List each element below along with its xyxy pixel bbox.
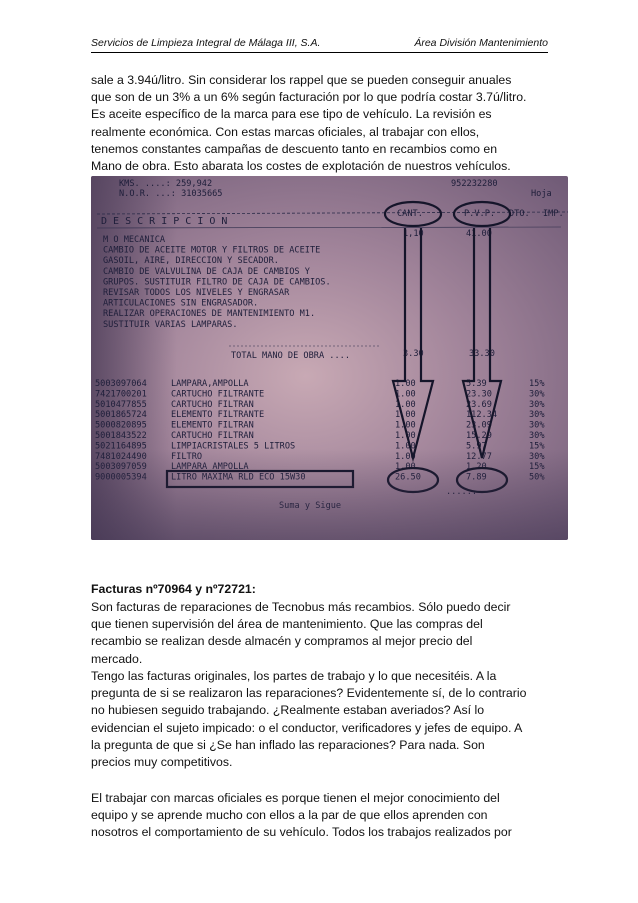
header-company: Servicios de Limpieza Integral de Málaga III, S.A. bbox=[91, 37, 321, 49]
text-line: Son facturas de reparaciones de Tecnobus más recambios. Sólo puedo decir bbox=[91, 600, 511, 614]
text-line: Tengo las facturas originales, los partes de trabajo y lo que necesitéis. A la bbox=[91, 669, 497, 683]
text-line: El trabajar con marcas oficiales es porque tienen el mejor conocimiento del bbox=[91, 791, 500, 805]
paragraph-1 bbox=[91, 599, 548, 668]
text-line: sale a 3.94ú/litro. Sin considerar los rappel que se pueden conseguir anuales bbox=[91, 73, 512, 87]
text-line: que son de un 3% a un 6% según facturación por lo que podría costar 3.7ú/litro. bbox=[91, 90, 527, 105]
text-line: Es aceite específico de la marca para ese tipo de vehículo. La revisión es bbox=[91, 107, 492, 122]
text-line: no hubiesen seguido trabajando. ¿Realmente estaban averiados? Así lo bbox=[91, 703, 485, 718]
text-line: equipo y se aprende mucho con ellos a la par de que ellos aprenden con bbox=[91, 808, 488, 823]
paragraph-3 bbox=[91, 790, 548, 842]
text-line: la pregunta de que si ¿Se han inflado las reparaciones? Para nada. Son bbox=[91, 737, 485, 752]
header-rule bbox=[91, 52, 548, 53]
invoice-photo bbox=[91, 176, 568, 540]
header-department: Área División Mantenimiento bbox=[414, 37, 548, 49]
invoice-photo-svg bbox=[91, 176, 568, 540]
text-line: realmente económica. Con estas marcas oficiales, al trabajar con ellos, bbox=[91, 124, 480, 139]
text-line: nosotros el comportamiento de su vehículo. Todos los trabajos realizados por bbox=[91, 825, 512, 840]
text-line: que tienen supervisión del área de mantenimiento. Que las compras del bbox=[91, 617, 483, 632]
text-line: Mano de obra. Esto abarata los costes de explotación de nuestros vehículos. bbox=[91, 159, 511, 174]
text-line: pregunta de si se realizaron las reparaciones? Evidentemente sí, de lo contrario bbox=[91, 686, 527, 701]
text-line: tenemos constantes campañas de descuento tanto en recambios como en bbox=[91, 141, 498, 156]
text-line: evidencian el sujeto impicado: o el conductor, verificadores y jefes de equipo. A bbox=[91, 720, 523, 735]
page-header bbox=[91, 37, 548, 53]
section-title: Facturas nº70964 y nº72721: bbox=[91, 582, 256, 596]
text-line: mercado. bbox=[91, 651, 143, 666]
text-line: precios muy competitivos. bbox=[91, 755, 233, 770]
paragraph-2 bbox=[91, 668, 548, 771]
intro-paragraph bbox=[91, 72, 548, 175]
text-line: recambio se realizan desde almacén y compramos al mejor precio del bbox=[91, 634, 473, 649]
